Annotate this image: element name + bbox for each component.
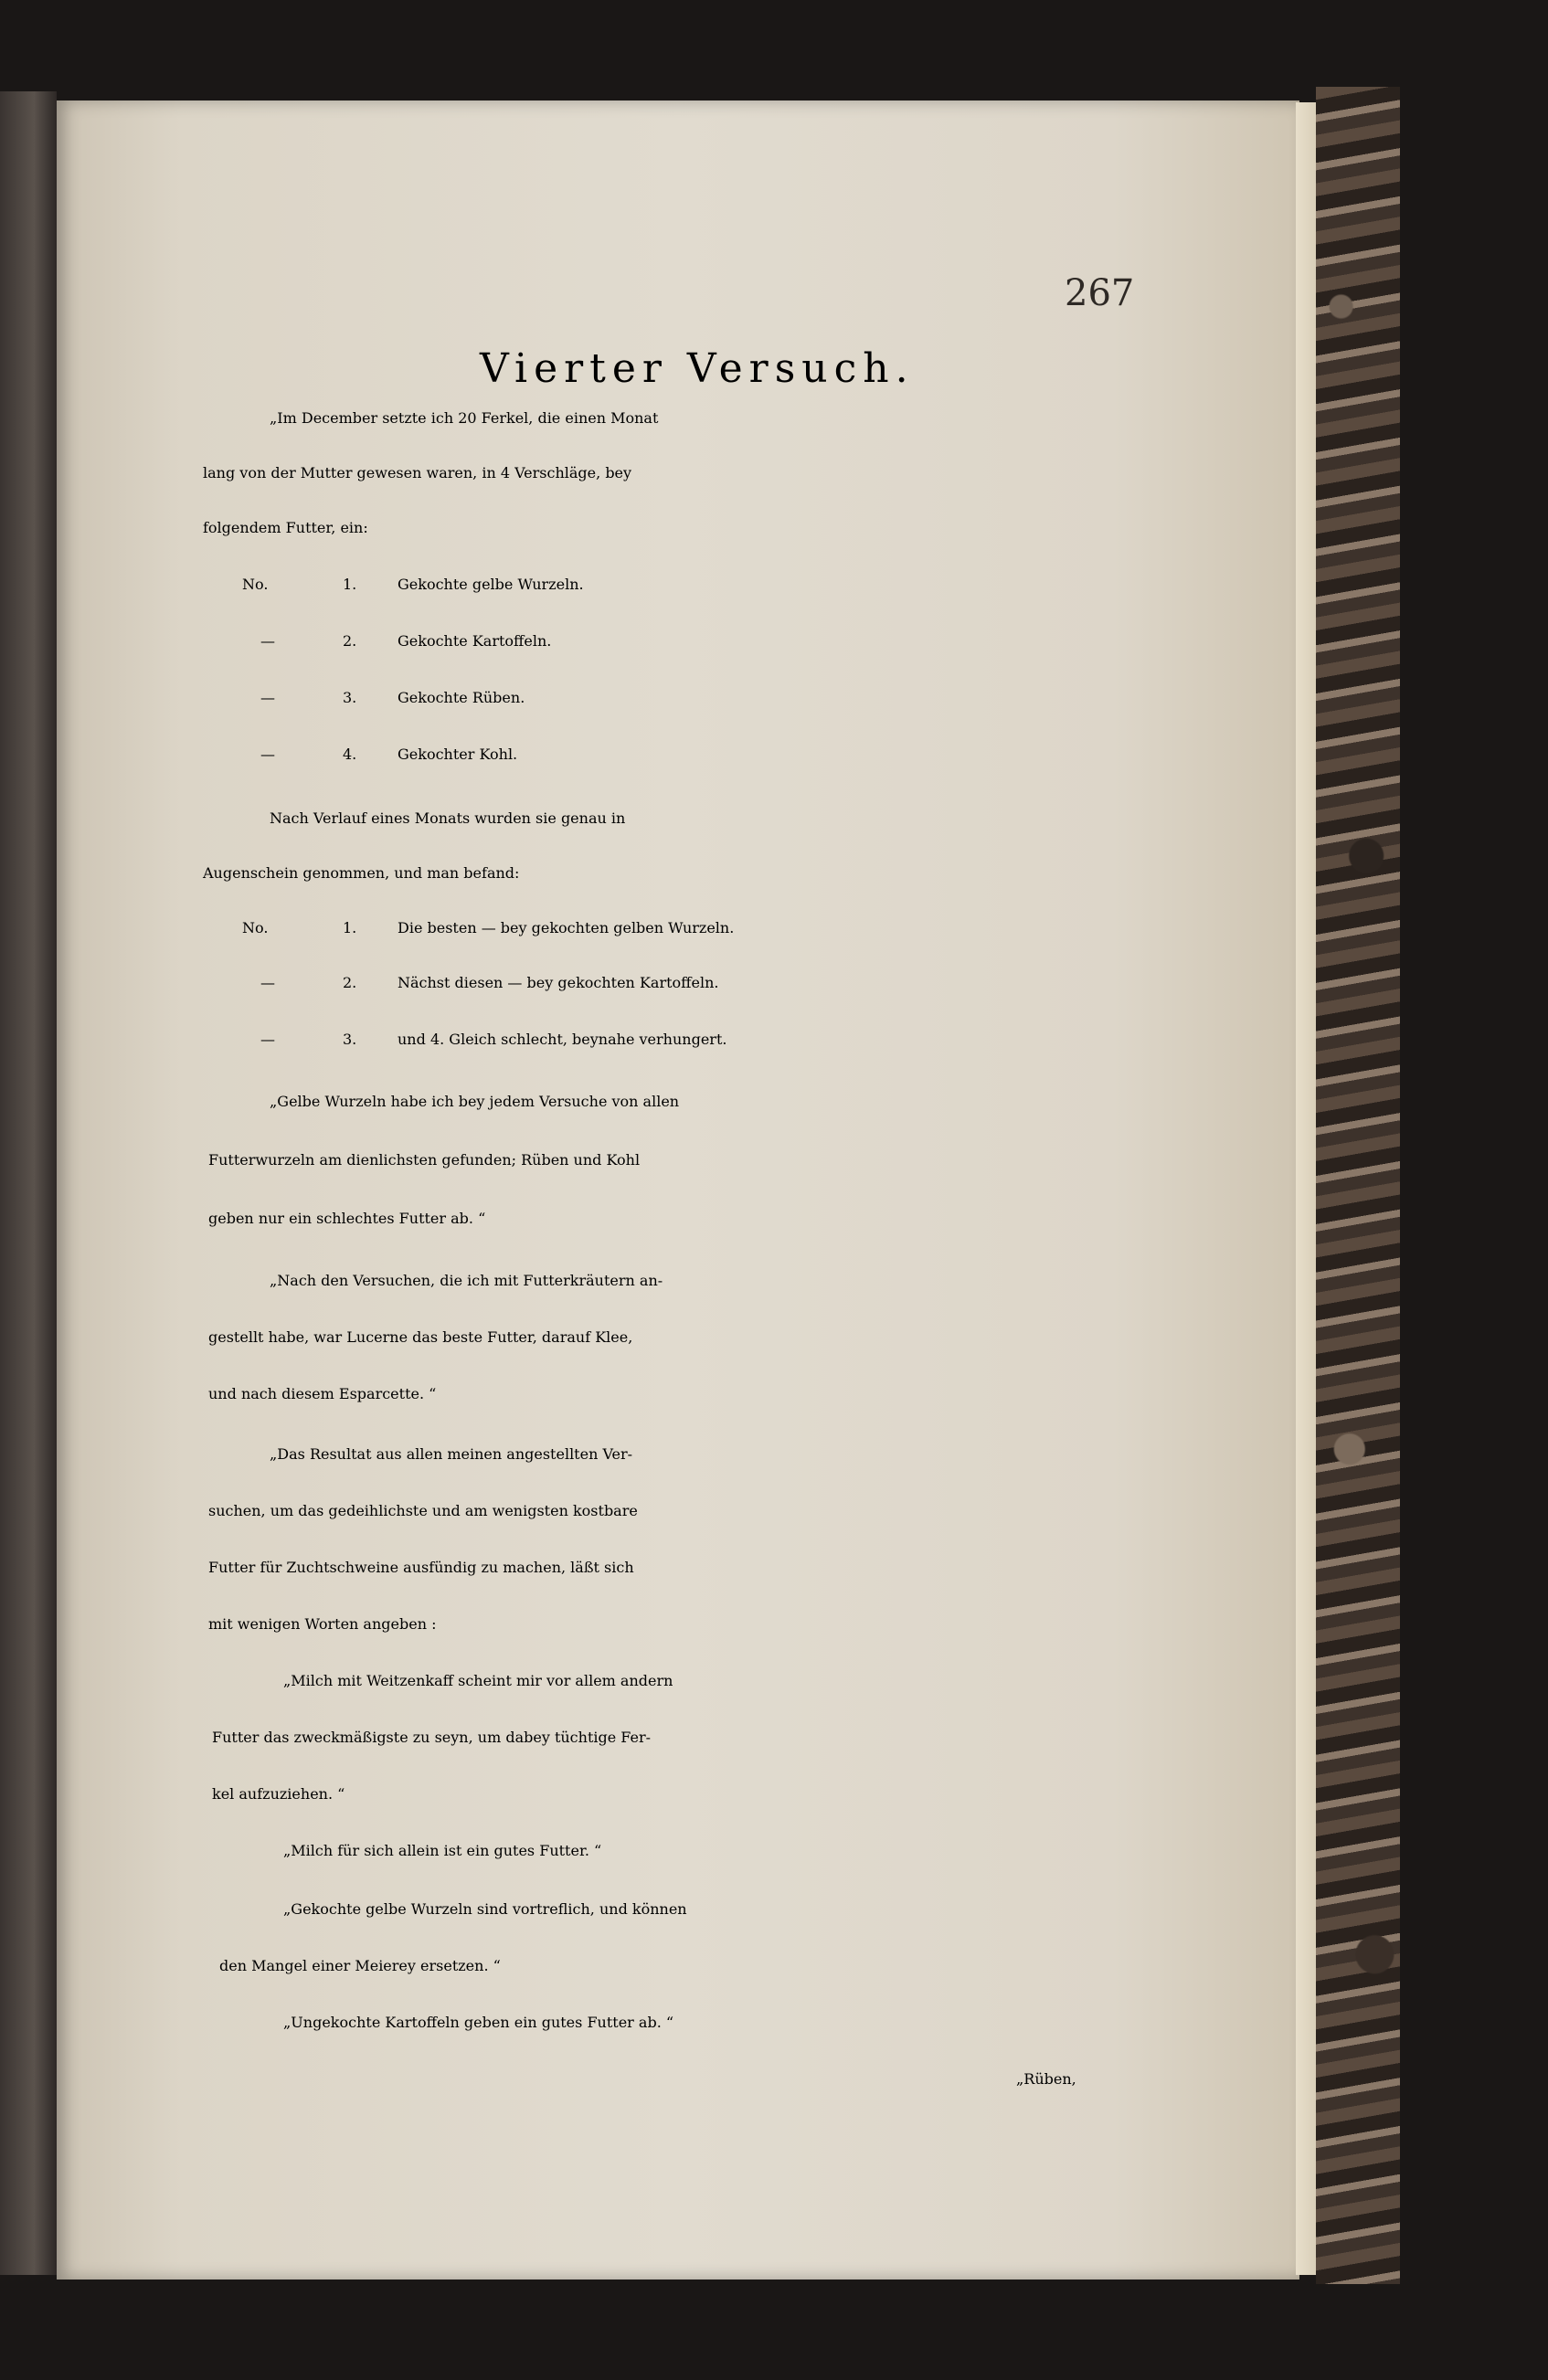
text-line: „Milch mit Weitzenkaff scheint mir vor allem andern (283, 1672, 673, 1689)
text-line: „Milch für sich allein ist ein gutes Futter. “ (283, 1842, 602, 1859)
text-line: folgendem Futter, ein: (203, 519, 368, 536)
text-line: „Im December setzte ich 20 Ferkel, die einen Monat (270, 409, 659, 427)
list-label: — (260, 632, 275, 650)
text-line: suchen, um das gedeihlichste und am wenigsten kostbare (208, 1502, 638, 1519)
text-line: gestellt habe, war Lucerne das beste Futter, darauf Klee, (208, 1328, 633, 1346)
text-line: „Ungekochte Kartoffeln geben ein gutes Futter ab. “ (283, 2014, 674, 2031)
marbled-cover (1316, 87, 1400, 2284)
list-item: und 4. Gleich schlecht, beynahe verhungert. (398, 1031, 727, 1048)
list-item: Gekochte Kartoffeln. (398, 632, 552, 650)
text-line: und nach diesem Esparcette. “ (208, 1385, 437, 1402)
list-label: — (260, 974, 275, 991)
text-line: lang von der Mutter gewesen waren, in 4 Verschläge, bey (203, 464, 632, 481)
page-number: 267 (1065, 272, 1135, 314)
list-label: No. (242, 576, 269, 593)
text-line: „Gekochte gelbe Wurzeln sind vortreflich, und können (283, 1900, 687, 1918)
list-item: Gekochte gelbe Wurzeln. (398, 576, 584, 593)
list-number: 3. (343, 689, 357, 706)
text-line: mit wenigen Worten angeben : (208, 1615, 437, 1633)
list-label: — (260, 1031, 275, 1048)
text-line: Futterwurzeln am dienlichsten gefunden; Rüben und Kohl (208, 1151, 641, 1169)
list-item: Die besten — bey gekochten gelben Wurzeln. (398, 919, 735, 936)
text-line: den Mangel einer Meierey ersetzen. “ (219, 1957, 501, 1974)
list-item: Gekochter Kohl. (398, 746, 518, 763)
catchword: „Rüben, (1016, 2070, 1076, 2088)
list-label: — (260, 746, 275, 763)
list-number: 3. (343, 1031, 357, 1048)
list-number: 2. (343, 974, 357, 991)
list-number: 1. (343, 919, 357, 936)
list-label: — (260, 689, 275, 706)
book-page (57, 100, 1299, 2280)
text-line: geben nur ein schlechtes Futter ab. “ (208, 1210, 486, 1227)
text-line: Augenschein genommen, und man befand: (203, 864, 520, 882)
list-number: 2. (343, 632, 357, 650)
page-stack-edge (1296, 102, 1316, 2275)
text-line: Nach Verlauf eines Monats wurden sie genau in (270, 809, 626, 827)
text-line: Futter das zweckmäßigste zu seyn, um dabey tüchtige Fer- (212, 1729, 652, 1746)
facing-page-edge (0, 91, 57, 2275)
text-line: „Gelbe Wurzeln habe ich bey jedem Versuche von allen (270, 1093, 680, 1110)
text-line: „Nach den Versuchen, die ich mit Futterkräutern an- (270, 1272, 663, 1289)
list-item: Nächst diesen — bey gekochten Kartoffeln. (398, 974, 719, 991)
list-label: No. (242, 919, 269, 936)
list-item: Gekochte Rüben. (398, 689, 525, 706)
section-heading: Vierter Versuch. (480, 345, 915, 392)
text-line: kel aufzuziehen. “ (212, 1785, 345, 1803)
text-line: „Das Resultat aus allen meinen angestellten Ver- (270, 1445, 633, 1463)
list-number: 4. (343, 746, 357, 763)
list-number: 1. (343, 576, 357, 593)
text-line: Futter für Zuchtschweine ausfündig zu machen, läßt sich (208, 1559, 634, 1576)
